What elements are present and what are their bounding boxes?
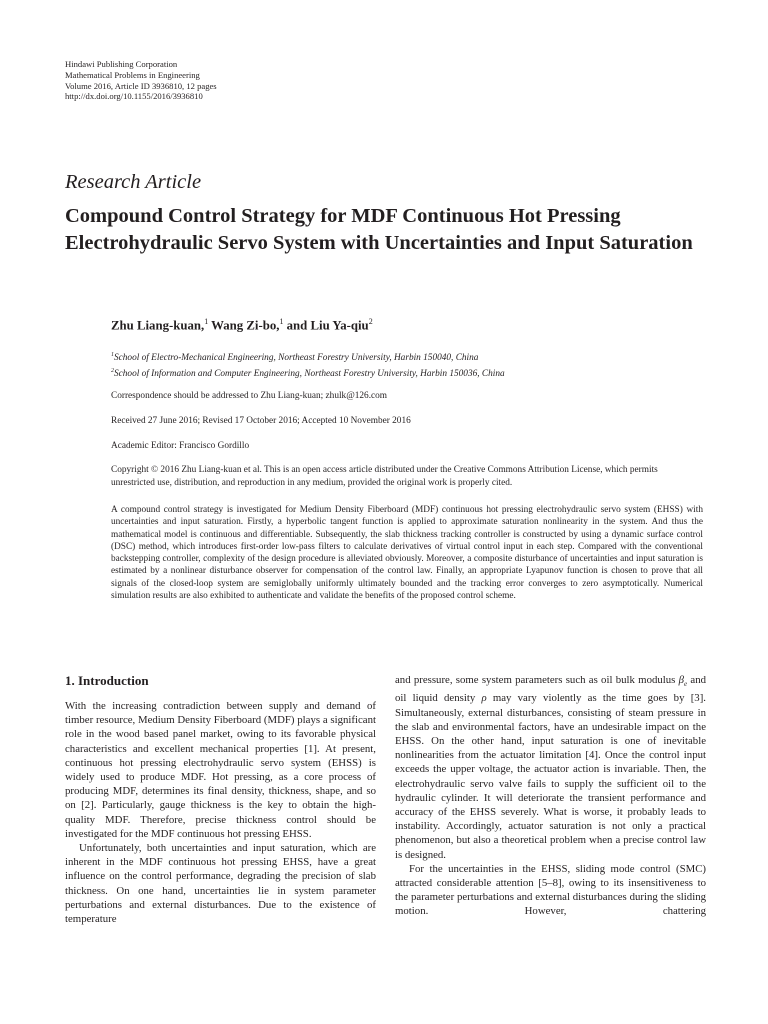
doi-link[interactable]: http://dx.doi.org/10.1155/2016/3936810 (65, 91, 203, 102)
article-type: Research Article (65, 171, 202, 193)
journal-name: Mathematical Problems in Engineering (65, 69, 200, 80)
author-list (111, 317, 373, 333)
author-3-affil: 2 (368, 317, 373, 326)
correspondence: Correspondence should be addressed to Zhu Liang-kuan; zhulk@126.com (111, 391, 388, 401)
affiliation-1: $^1$School of Electro-Mechanical Engineering, Northeast Forestry University, Harbin 150040, China (111, 352, 479, 364)
intro-paragraph-3: and pressure, some system parameters such as oil bulk modulus $\beta_e$ and oil liquid density ρ may vary violently as the time goes by [3]. Simultaneously, external disturbances, consisting of steam pressure in the slab and environmental factors, have an undesirable impact on the EHSS. On the other hand, input saturation is one of inevitable nonlinearities from the actuator limitation [4]. Once the control input exceeds the upper voltage, the actuator action is invariable. Then, the electrohydraulic servo valve fails to supply the sufficient oil to the hydraulic cylinder. It will deteriorate the transient performance and accuracy of the EHSS severely. What is worse, it probably leads to instability. Accordingly, actuator saturation is not only a practical phenomenon, but also a theoretical problem when a precise control law is designed. (395, 674, 706, 861)
affiliations (111, 349, 505, 380)
beta-symbol: β (678, 674, 685, 686)
author-1: Zhu Liang-kuan, (111, 318, 205, 333)
intro-paragraph-1: With the increasing contradiction between supply and demand of timber resource, Medium Density Fiberboard (MDF) plays a significant role in the wood based panel market, owing to its favorable physical characteristics and excellent mechanical properties [1]. At present, continuous hot pressing electrohydraulic servo system (EHSS) is widely used to produce MDF. Hot pressing, as a core process of producing MDF, determines its final density, thickness, shape, and so on [2]. Particularly, gauge thickness is the key to obtain the high-quality MDF. Therefore, precise thickness control should be investigated for the MDF continuous hot pressing EHSS. (65, 700, 376, 840)
rho-symbol: ρ (481, 692, 487, 705)
intro-paragraph-2: Unfortunately, both uncertainties and input saturation, which are inherent in the MDF continuous hot pressing EHSS, have a great influence on the control performance, degrading the precision of slab thickness. On one hand, uncertainties lie in system parameter perturbations and external disturbances. Due to the existence of temperature (65, 842, 376, 926)
intro-paragraph-4: For the uncertainties in the EHSS, sliding mode control (SMC) attracted considerable attention [5–8], owing to its insensitiveness to the parameter perturbations and external disturbances during the sliding motion. However, chattering (395, 862, 706, 918)
volume-info: Volume 2016, Article ID 3936810, 12 pages (65, 80, 217, 91)
journal-header (65, 59, 217, 102)
author-2: Wang Zi-bo, (211, 318, 280, 333)
received-dates: Received 27 June 2016; Revised 17 October 2016; Accepted 10 November 2016 (111, 416, 411, 426)
paper-title: Compound Control Strategy for MDF Continuous Hot Pressing Electrohydraulic Servo System with Uncertainties and Input Saturation (65, 205, 693, 254)
copyright-notice: Copyright © 2016 Zhu Liang-kuan et al. This is an open access article distributed under the Creative Commons Attribution License, which permits unrestricted use, distribution, and reproduction in any medium, provided the original work is properly cited. (111, 465, 658, 488)
publisher: Hindawi Publishing Corporation (65, 59, 178, 69)
academic-editor: Academic Editor: Francisco Gordillo (111, 441, 250, 451)
abstract-text: A compound control strategy is investigated for Medium Density Fiberboard (MDF) continuous hot pressing electrohydraulic servo system (EHSS) with uncertainties and input saturation. Firstly, a hyperbolic tangent function is applied to approximate saturation nonlinearity in the system. And thus the mathematical model is continuous and differentiable. Subsequently, the slab thickness tracking controller is constructed by using a dynamic surface control (DSC) method, which introduces first-order low-pass filters to calculate derivatives of virtual control input in each step. Compared with the conventional backstepping controller, complexity of the design procedure is alleviated obviously. Moreover, a composite disturbance of uncertainties and input saturation is estimated by a nonlinear disturbance observer for compensation of the control law. Finally, an appropriate Lyapunov function is chosen to prove that all signals of the closed-loop system are semiglobally uniformly ultimately bounded and the tracking error converges to zero asymptotically. Numerical simulation results are also exhibited to authenticate and validate the benefits of the proposed control scheme. (111, 505, 703, 602)
author-2-affil: 1 (279, 317, 284, 326)
author-1-affil: 1 (204, 317, 209, 326)
author-3: and Liu Ya-qiu (286, 318, 369, 333)
abstract (111, 504, 703, 602)
section-heading: 1. Introduction (65, 673, 149, 688)
beta-subscript: e (684, 680, 688, 689)
left-column (65, 699, 376, 926)
right-column (395, 673, 706, 919)
affiliation-2: $^2$School of Information and Computer Engineering, Northeast Forestry University, Harbin 150036, China (111, 367, 505, 379)
